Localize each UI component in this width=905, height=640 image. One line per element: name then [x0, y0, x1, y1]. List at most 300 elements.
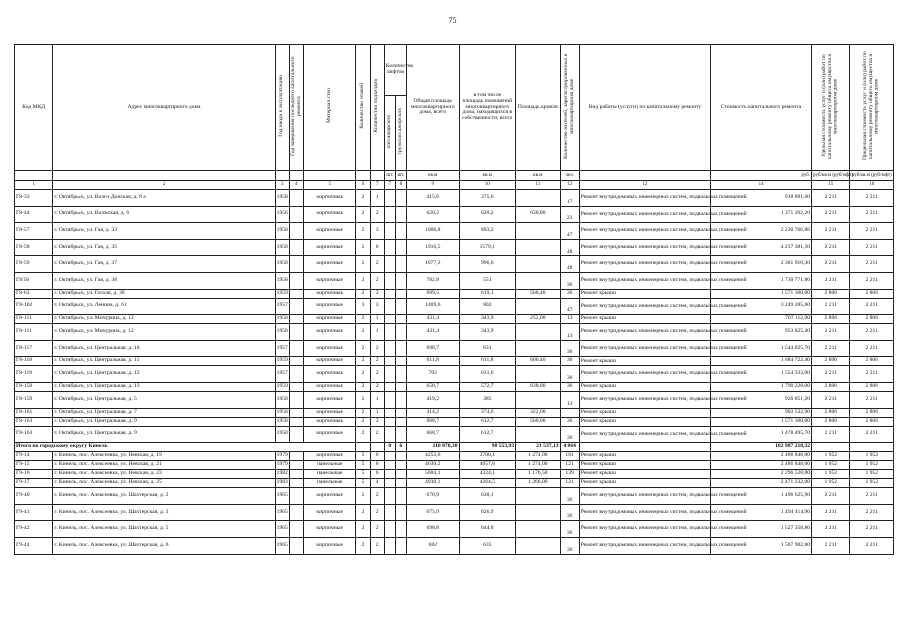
- table-row: [15, 521, 894, 538]
- table-row: [15, 461, 894, 470]
- cell-year: 1958: [275, 256, 289, 273]
- cell-work-type: Ремонт крыши: [579, 357, 710, 366]
- cell-pass-lifts: [384, 223, 395, 240]
- cell-cargo-lifts: [395, 521, 406, 538]
- table-row: [15, 256, 894, 273]
- column-number: 3: [275, 181, 289, 190]
- cell-residents: 36: [560, 417, 579, 426]
- column-numbers-row: [15, 181, 894, 190]
- table-row: [15, 298, 894, 315]
- cell-owned-area: 802: [459, 298, 516, 315]
- cell-year: 1958: [275, 408, 289, 417]
- cell-max-cost: 2 806: [850, 382, 894, 391]
- column-number: 6: [356, 181, 370, 190]
- cell-roof-area: [516, 272, 560, 289]
- cell-floors: 2: [356, 417, 370, 426]
- cell-owned-area: 612,7: [459, 426, 516, 443]
- cell-work-type: Ремонт внутридомовых инженерных систем, подвальных помещений: [579, 206, 710, 223]
- cell-total-area: 431,4: [406, 315, 459, 324]
- cell-floors: 2: [356, 223, 370, 240]
- cell-work-type: Ремонт внутридомовых инженерных систем, подвальных помещений: [579, 239, 710, 256]
- total-cargo: 6: [395, 443, 406, 452]
- cell-mkd-code: Г8-163: [15, 417, 53, 426]
- cell-floors: 2: [356, 408, 370, 417]
- cell-unit-cost: 2 806: [812, 357, 850, 366]
- cell-cargo-lifts: [395, 382, 406, 391]
- cell-address: г. Кинель, пос. Алексеевка, ул. Невская, д. 21: [53, 461, 275, 470]
- cell-residents: 121: [560, 461, 579, 470]
- cell-unit-cost: 1 952: [812, 461, 850, 470]
- cell-max-cost: 2 211: [850, 521, 894, 538]
- cell-entrances: 3: [370, 298, 384, 315]
- cell-roof-area: [516, 239, 560, 256]
- cell-cost: 2 486 848,00: [711, 461, 812, 470]
- cell-owned-area: 551: [459, 272, 516, 289]
- cell-address: г. Кинель, пос. Алексеевка, ул. Невская, д. 25: [53, 479, 275, 488]
- cell-floors: 2: [356, 239, 370, 256]
- cell-wall-material: кирпичные: [303, 504, 356, 521]
- cell-floors: 2: [356, 340, 370, 357]
- cell-pass-lifts: [384, 206, 395, 223]
- cell-total-area: 668,7: [406, 417, 459, 426]
- cell-last-repair: [289, 452, 303, 461]
- cell-pass-lifts: [384, 382, 395, 391]
- cell-address: г. Октябрьск, ул. Волго-Донская, д. 8 а: [53, 190, 275, 207]
- cell-owned-area: 635: [459, 537, 516, 554]
- cell-address: г. Октябрьск, ул. Гая, д. 33: [53, 223, 275, 240]
- cell-cost: 2 296 528,00: [711, 470, 812, 479]
- cell-cost: 1 478 495,70: [711, 426, 812, 443]
- cell-max-cost: 2 211: [850, 190, 894, 207]
- cell-last-repair: [289, 357, 303, 366]
- cell-entrances: 1: [370, 190, 384, 207]
- cell-floors: 2: [356, 391, 370, 408]
- cell-last-repair: [289, 340, 303, 357]
- cell-wall-material: кирпичные: [303, 391, 356, 408]
- cell-address: г. Октябрьск, ул. Ленина, д. 61: [53, 298, 275, 315]
- cell-unit-cost: 1 952: [812, 452, 850, 461]
- cell-mkd-code: Г9-16: [15, 470, 53, 479]
- cell-roof-area: 322,00: [516, 408, 560, 417]
- cell-total-area: 620,2: [406, 206, 459, 223]
- cell-work-type: Ремонт внутридомовых инженерных систем, подвальных помещений: [579, 504, 710, 521]
- cell-total-area: 5004,1: [406, 470, 459, 479]
- cell-residents: 36: [560, 504, 579, 521]
- cell-unit-cost: 2 211: [812, 272, 850, 289]
- cell-entrances: 2: [370, 289, 384, 298]
- cell-last-repair: [289, 366, 303, 383]
- cell-owned-area: 644,8: [459, 521, 516, 538]
- header-cargo-lifts: грузопассажирских: [395, 96, 406, 171]
- cell-max-cost: 2 806: [850, 417, 894, 426]
- cell-mkd-code: Г8-150: [15, 382, 53, 391]
- cell-year: 1958: [275, 426, 289, 443]
- cell-entrances: 6: [370, 470, 384, 479]
- cell-residents: 36: [560, 366, 579, 383]
- cell-total-area: 703: [406, 366, 459, 383]
- cell-owned-area: 626,9: [459, 504, 516, 521]
- cell-cost: 1 554 333,00: [711, 366, 812, 383]
- cell-total-area: 4930,1: [406, 479, 459, 488]
- cell-cargo-lifts: [395, 537, 406, 554]
- cell-entrances: 3: [370, 223, 384, 240]
- cell-work-type: Ремонт внутридомовых инженерных систем, подвальных помещений: [579, 488, 710, 505]
- cell-address: г. Октябрьск, ул. Гоголя, д. 38: [53, 289, 275, 298]
- cell-last-repair: [289, 298, 303, 315]
- cell-cargo-lifts: [395, 488, 406, 505]
- cell-roof-area: [516, 340, 560, 357]
- total-cost: 102 987 218,32: [711, 443, 812, 452]
- cell-residents: 17: [560, 190, 579, 207]
- cell-total-area: 668,7: [406, 426, 459, 443]
- cell-year: 1958: [275, 223, 289, 240]
- cell-work-type: Ремонт крыши: [579, 452, 710, 461]
- cell-max-cost: 2 211: [850, 504, 894, 521]
- cell-entrances: 2: [370, 426, 384, 443]
- cell-year: 1959: [275, 357, 289, 366]
- cell-floors: 2: [356, 315, 370, 324]
- cell-residents: 47: [560, 298, 579, 315]
- cell-year: 1958: [275, 315, 289, 324]
- cell-owned-area: 996,6: [459, 256, 516, 273]
- cell-last-repair: [289, 206, 303, 223]
- cell-last-repair: [289, 417, 303, 426]
- cell-work-type: Ремонт внутридомовых инженерных систем, подвальных помещений: [579, 190, 710, 207]
- cell-work-type: Ремонт крыши: [579, 417, 710, 426]
- cell-year: 1965: [275, 504, 289, 521]
- cell-last-repair: [289, 289, 303, 298]
- table-row: [15, 272, 894, 289]
- cell-max-cost: 2 211: [850, 366, 894, 383]
- cell-entrances: 1: [370, 391, 384, 408]
- cell-unit-cost: 2 211: [812, 504, 850, 521]
- table-row: [15, 452, 894, 461]
- cell-total-area: 1008,8: [406, 223, 459, 240]
- cell-mkd-code: Г9-44: [15, 537, 53, 554]
- cell-pass-lifts: [384, 324, 395, 341]
- cell-year: 1979: [275, 461, 289, 470]
- cell-last-repair: [289, 426, 303, 443]
- cell-roof-area: 638,00: [516, 382, 560, 391]
- cell-pass-lifts: [384, 298, 395, 315]
- cell-unit-cost: 2 806: [812, 417, 850, 426]
- header-work-type: Вид работы (услуги) по капитальному ремонту: [579, 45, 710, 171]
- cell-wall-material: кирпичные: [303, 417, 356, 426]
- cell-max-cost: 2 211: [850, 391, 894, 408]
- cell-cost: 1 494 414,90: [711, 504, 812, 521]
- cell-work-type: Ремонт крыши: [579, 479, 710, 488]
- cell-last-repair: [289, 504, 303, 521]
- cell-entrances: 2: [370, 537, 384, 554]
- cell-cost: 1 544 825,70: [711, 340, 812, 357]
- cell-last-repair: [289, 461, 303, 470]
- cell-roof-area: 1 274,00: [516, 452, 560, 461]
- cell-unit-cost: 2 211: [812, 239, 850, 256]
- cell-owned-area: 619,1: [459, 289, 516, 298]
- cell-unit-cost: 2 806: [812, 408, 850, 417]
- unit-maxcost: руб/кв.м (руб/мфт): [850, 171, 894, 181]
- cell-residents: [560, 408, 579, 417]
- cell-cost: 1 496 625,90: [711, 488, 812, 505]
- column-number: 15: [812, 181, 850, 190]
- column-number: 5: [303, 181, 356, 190]
- table-row: [15, 289, 894, 298]
- cell-residents: 47: [560, 223, 579, 240]
- cell-unit-cost: 2 211: [812, 256, 850, 273]
- header-last-repair: Год завершения последнего капитального ремонта: [289, 45, 303, 171]
- cell-work-type: Ремонт внутридомовых инженерных систем, подвальных помещений: [579, 426, 710, 443]
- cell-wall-material: кирпичные: [303, 239, 356, 256]
- cell-cost: 1 527 358,80: [711, 521, 812, 538]
- cell-mkd-code: Г9-40: [15, 488, 53, 505]
- cell-mkd-code: Г8-33: [15, 190, 53, 207]
- cell-year: 1959: [275, 289, 289, 298]
- cell-wall-material: кирпичные: [303, 190, 356, 207]
- cell-pass-lifts: [384, 190, 395, 207]
- cell-cost: 1 571 360,00: [711, 289, 812, 298]
- total-label: Итого по городскому округу Кинель: [15, 443, 356, 452]
- cell-last-repair: [289, 537, 303, 554]
- cell-residents: 36: [560, 537, 579, 554]
- cell-residents: 13: [560, 324, 579, 341]
- cell-mkd-code: Г8-163: [15, 426, 53, 443]
- cell-pass-lifts: [384, 357, 395, 366]
- cell-last-repair: [289, 315, 303, 324]
- cell-floors: 3: [356, 298, 370, 315]
- cell-work-type: Ремонт внутридомовых инженерных систем, подвальных помещений: [579, 256, 710, 273]
- cell-owned-area: 4324,1: [459, 470, 516, 479]
- cell-max-cost: 2 806: [850, 357, 894, 366]
- total-residents: 4 864: [560, 443, 579, 452]
- total-row: [15, 443, 894, 452]
- cell-wall-material: кирпичные: [303, 521, 356, 538]
- cell-total-area: 1469,6: [406, 298, 459, 315]
- cell-cost: 903 532,00: [711, 408, 812, 417]
- cell-floors: 5: [356, 461, 370, 470]
- table-row: [15, 488, 894, 505]
- table-row: [15, 239, 894, 256]
- cell-entrances: 2: [370, 366, 384, 383]
- cell-unit-cost: 2 211: [812, 223, 850, 240]
- cell-entrances: 2: [370, 206, 384, 223]
- cell-unit-cost: 2 211: [812, 206, 850, 223]
- cell-work-type: Ремонт внутридомовых инженерных систем, подвальных помещений: [579, 223, 710, 240]
- cell-owned-area: 612,7: [459, 417, 516, 426]
- cell-cost: 1 571 360,00: [711, 417, 812, 426]
- cell-floors: 2: [356, 190, 370, 207]
- cell-cargo-lifts: [395, 452, 406, 461]
- cell-address: г. Октябрьск, ул. Мичурина, д. 12: [53, 324, 275, 341]
- cell-mkd-code: Г8-63: [15, 289, 53, 298]
- cell-residents: 48: [560, 239, 579, 256]
- cell-unit-cost: 2 211: [812, 190, 850, 207]
- cell-cargo-lifts: [395, 289, 406, 298]
- cell-work-type: Ремонт крыши: [579, 315, 710, 324]
- cell-cargo-lifts: [395, 408, 406, 417]
- header-entrances: Количество подъездов: [370, 45, 384, 171]
- cell-residents: 36: [560, 382, 579, 391]
- column-number: 12: [579, 181, 710, 190]
- cell-cost: 707 112,00: [711, 315, 812, 324]
- cell-max-cost: 2 806: [850, 289, 894, 298]
- column-number: 16: [850, 181, 894, 190]
- cell-floors: 2: [356, 256, 370, 273]
- cell-wall-material: кирпичные: [303, 340, 356, 357]
- cell-roof-area: 600,40: [516, 357, 560, 366]
- cell-mkd-code: Г8-117: [15, 340, 53, 357]
- cell-cargo-lifts: [395, 391, 406, 408]
- cell-total-area: 782,8: [406, 272, 459, 289]
- cell-unit-cost: 2 211: [812, 426, 850, 443]
- cell-pass-lifts: [384, 289, 395, 298]
- cell-pass-lifts: [384, 315, 395, 324]
- cell-entrances: 6: [370, 461, 384, 470]
- cell-wall-material: кирпичные: [303, 408, 356, 417]
- cell-entrances: 2: [370, 340, 384, 357]
- cell-roof-area: 1 266,00: [516, 479, 560, 488]
- cell-pass-lifts: [384, 391, 395, 408]
- cell-roof-area: [516, 391, 560, 408]
- cell-cost: 2 486 848,00: [711, 452, 812, 461]
- cell-pass-lifts: [384, 461, 395, 470]
- cell-unit-cost: 2 211: [812, 340, 850, 357]
- table-row: [15, 223, 894, 240]
- cell-total-area: 415,6: [406, 190, 459, 207]
- unit-cost: руб.: [711, 171, 812, 181]
- cell-roof-area: 252,00: [516, 315, 560, 324]
- cell-residents: 36: [560, 426, 579, 443]
- cell-total-area: 431,4: [406, 324, 459, 341]
- header-lifts: Количество лифтов: [384, 45, 406, 96]
- cell-owned-area: 572,7: [459, 382, 516, 391]
- cell-cost: 1 684 722,40: [711, 357, 812, 366]
- cell-residents: 48: [560, 256, 579, 273]
- cell-address: г. Октябрьск, ул. Центральная, д. 12: [53, 366, 275, 383]
- header-floors: Количество этажей: [356, 45, 370, 171]
- unit-roof: кв.м: [516, 171, 560, 181]
- cell-floors: 2: [356, 272, 370, 289]
- header-year: Год ввода в эксплуатацию: [275, 45, 289, 171]
- cell-last-repair: [289, 272, 303, 289]
- unit-cargo: шт.: [395, 171, 406, 181]
- cell-floors: 2: [356, 206, 370, 223]
- cell-year: 1958: [275, 190, 289, 207]
- cell-year: 1958: [275, 391, 289, 408]
- column-number: 14: [711, 181, 812, 190]
- cell-max-cost: 1 952: [850, 479, 894, 488]
- cell-max-cost: 2 211: [850, 426, 894, 443]
- table-row: [15, 357, 894, 366]
- cell-mkd-code: Г8-44: [15, 206, 53, 223]
- column-number: 4: [289, 181, 303, 190]
- cell-total-area: 698,8: [406, 521, 459, 538]
- cell-roof-area: 630,80: [516, 206, 560, 223]
- table-row: [15, 382, 894, 391]
- cell-residents: 139: [560, 470, 579, 479]
- table-row: [15, 408, 894, 417]
- column-number: 7: [384, 181, 395, 190]
- cell-address: г. Октябрьск, ул. Гая, д. 35: [53, 239, 275, 256]
- table-row: [15, 479, 894, 488]
- cell-total-area: 611,8: [406, 357, 459, 366]
- cell-roof-area: [516, 256, 560, 273]
- cell-entrances: 2: [370, 256, 384, 273]
- cell-cargo-lifts: [395, 206, 406, 223]
- cell-max-cost: 2 211: [850, 223, 894, 240]
- cell-cargo-lifts: [395, 340, 406, 357]
- cell-year: 1983: [275, 479, 289, 488]
- cell-owned-area: 893,2: [459, 223, 516, 240]
- cell-residents: 36: [560, 521, 579, 538]
- cell-floors: 2: [356, 504, 370, 521]
- cell-max-cost: 1 952: [850, 461, 894, 470]
- cell-wall-material: кирпичные: [303, 256, 356, 273]
- cell-max-cost: 2 211: [850, 324, 894, 341]
- cell-residents: 36: [560, 340, 579, 357]
- cell-last-repair: [289, 190, 303, 207]
- page-number: 75: [448, 16, 457, 25]
- table-row: [15, 537, 894, 554]
- cell-year: 1965: [275, 488, 289, 505]
- cell-address: г. Октябрьск, ул. Волжская, д. 6: [53, 206, 275, 223]
- cell-work-type: Ремонт крыши: [579, 408, 710, 417]
- cell-max-cost: 1 952: [850, 470, 894, 479]
- cell-address: г. Октябрьск, ул. Центральная, д. 10: [53, 340, 275, 357]
- units-row: [15, 171, 894, 181]
- cell-year: 1965: [275, 521, 289, 538]
- cell-entrances: 2: [370, 382, 384, 391]
- cell-pass-lifts: [384, 408, 395, 417]
- cell-total-area: 1916,5: [406, 239, 459, 256]
- cell-residents: 121: [560, 479, 579, 488]
- cell-cargo-lifts: [395, 223, 406, 240]
- cell-residents: 23: [560, 206, 579, 223]
- cell-work-type: Ремонт крыши: [579, 289, 710, 298]
- cell-year: 1958: [275, 239, 289, 256]
- cell-residents: 13: [560, 315, 579, 324]
- cell-unit-cost: 2 806: [812, 289, 850, 298]
- header-passenger-lifts: пассажирских: [384, 96, 395, 171]
- cell-pass-lifts: [384, 452, 395, 461]
- cell-cargo-lifts: [395, 256, 406, 273]
- cell-cost: 2 381 910,30: [711, 256, 812, 273]
- header-address: Адрес многоквартирного дома: [53, 45, 275, 171]
- cell-cost: 2 471 232,00: [711, 479, 812, 488]
- cell-cost: 1 371 262,20: [711, 206, 812, 223]
- cell-roof-area: 560,40: [516, 289, 560, 298]
- cell-last-repair: [289, 408, 303, 417]
- column-number: 1: [15, 181, 53, 190]
- cell-unit-cost: 2 211: [812, 298, 850, 315]
- cell-year: 1982: [275, 470, 289, 479]
- cell-pass-lifts: [384, 239, 395, 256]
- cell-year: 1957: [275, 366, 289, 383]
- cell-cargo-lifts: [395, 426, 406, 443]
- cell-work-type: Ремонт внутридомовых инженерных систем, подвальных помещений: [579, 324, 710, 341]
- cell-roof-area: 1 176,50: [516, 470, 560, 479]
- cell-cost: 1 730 771,80: [711, 272, 812, 289]
- cell-roof-area: [516, 537, 560, 554]
- cell-unit-cost: 2 211: [812, 391, 850, 408]
- cell-last-repair: [289, 391, 303, 408]
- cell-max-cost: 2 211: [850, 340, 894, 357]
- column-number: 8: [395, 181, 406, 190]
- column-number: 11: [516, 181, 560, 190]
- cell-max-cost: 2 211: [850, 206, 894, 223]
- cell-mkd-code: Г8-59: [15, 256, 53, 273]
- cell-floors: 2: [356, 324, 370, 341]
- header-owned-area: в том числе площадь помещений многоквартирного дома, находящихся в собственности, всего: [459, 45, 516, 171]
